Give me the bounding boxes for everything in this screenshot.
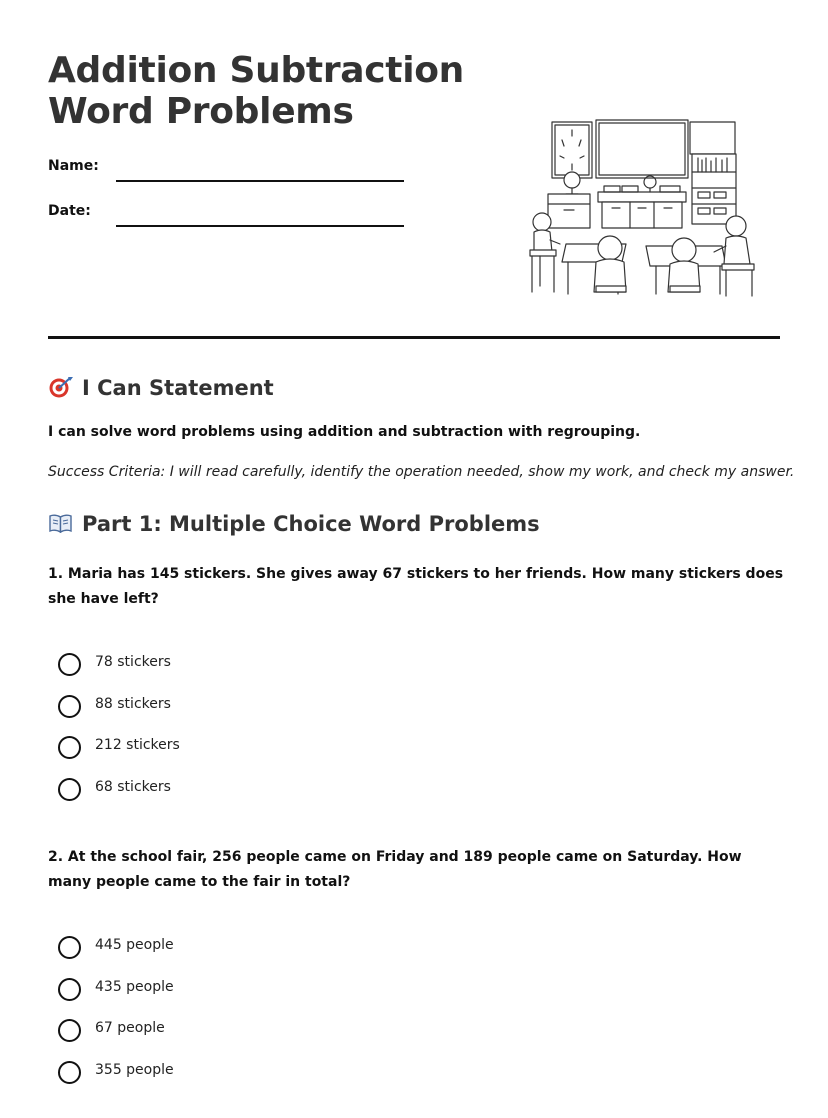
question-2-choices <box>58 936 458 1102</box>
radio-button-icon[interactable] <box>58 695 81 718</box>
classroom-illustration <box>526 116 766 302</box>
radio-button-icon[interactable] <box>58 778 81 801</box>
radio-button-icon[interactable] <box>58 978 81 1001</box>
radio-button-icon[interactable] <box>58 1019 81 1042</box>
question-1-choices <box>58 653 458 819</box>
choice-item[interactable] <box>58 1019 458 1061</box>
i-can-heading <box>48 376 274 400</box>
date-write-line[interactable] <box>116 225 404 227</box>
choice-label: 68 stickers <box>95 778 171 795</box>
choice-label: 78 stickers <box>95 654 171 670</box>
radio-button-icon[interactable] <box>58 1061 81 1084</box>
choice-item[interactable] <box>58 936 458 978</box>
choice-item[interactable] <box>58 1061 458 1103</box>
choice-item[interactable] <box>58 978 458 1020</box>
choice-label: 445 people <box>95 937 174 953</box>
choice-item[interactable] <box>58 736 458 778</box>
radio-button-icon[interactable] <box>58 653 81 676</box>
title-line-1: Addition Subtraction <box>48 50 465 91</box>
choice-item[interactable] <box>58 778 458 820</box>
radio-button-icon[interactable] <box>58 736 81 759</box>
choice-label: 435 people <box>95 978 174 995</box>
radio-button-icon[interactable] <box>58 936 81 959</box>
choice-item[interactable] <box>58 653 458 695</box>
book-icon <box>48 512 74 534</box>
part1-heading <box>48 512 540 536</box>
name-label: Name: <box>48 158 99 174</box>
target-icon <box>48 376 74 398</box>
success-criteria: Success Criteria: I will read carefully, identify the operation needed, show my work, and check my answer. <box>48 464 795 480</box>
choice-item[interactable] <box>58 695 458 737</box>
i-can-statement: I can solve word problems using addition and subtraction with regrouping. <box>48 424 641 440</box>
worksheet-title <box>48 50 464 132</box>
choice-label: 67 people <box>95 1020 165 1036</box>
date-label: Date: <box>48 203 91 219</box>
part1-heading-text: Part 1: Multiple Choice Word Problems <box>82 512 540 536</box>
question-1: 1. Maria has 145 stickers. She gives away 67 stickers to her friends. How many stickers does she have left? <box>48 566 784 607</box>
name-field <box>48 158 408 188</box>
question-2: 2. At the school fair, 256 people came on Friday and 189 people came on Saturday. How many people came to the fair in total? <box>48 849 742 890</box>
choice-label: 88 stickers <box>95 695 171 712</box>
i-can-heading-text: I Can Statement <box>82 376 274 400</box>
section-divider <box>48 336 780 339</box>
choice-label: 212 stickers <box>95 737 180 753</box>
title-line-2: Word Problems <box>48 91 354 132</box>
name-write-line[interactable] <box>116 180 404 182</box>
date-field <box>48 203 408 233</box>
choice-label: 355 people <box>95 1061 174 1078</box>
